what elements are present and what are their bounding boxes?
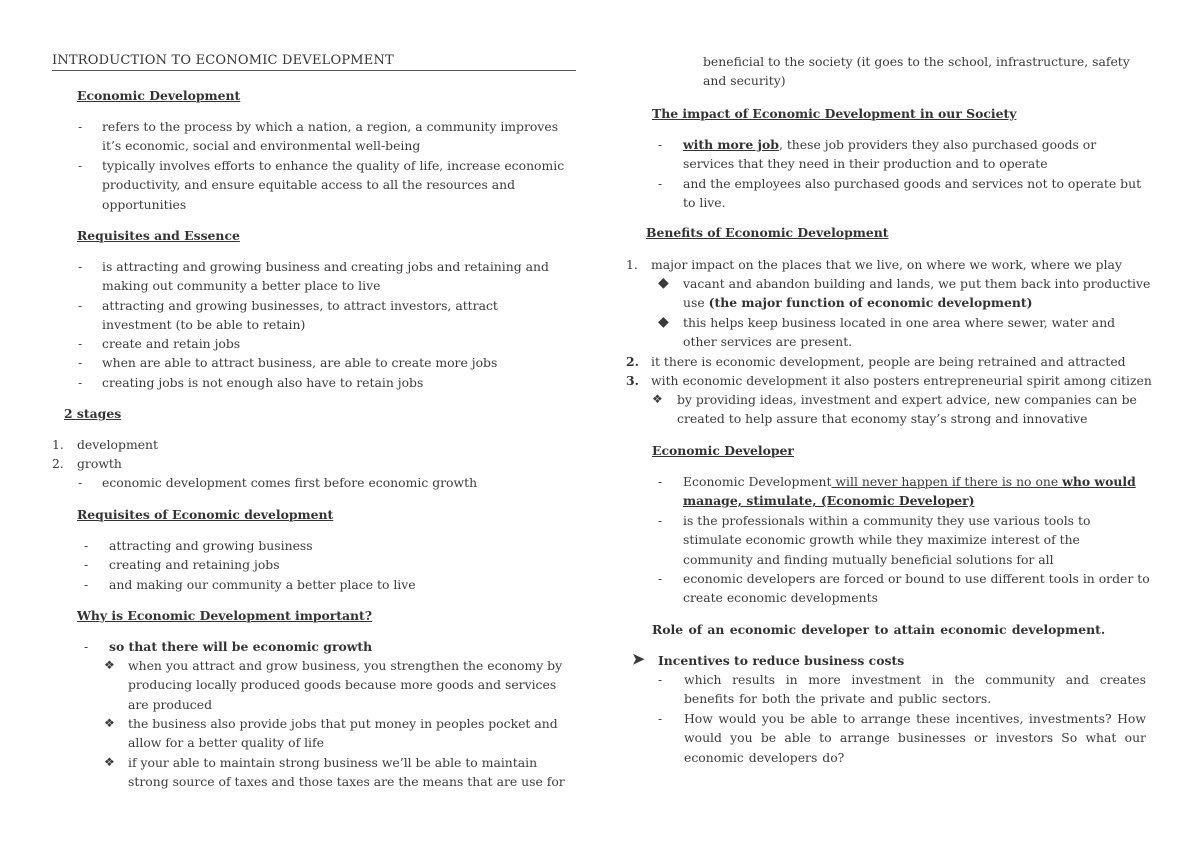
list-item: when are able to attract business, are able to create more jobs xyxy=(102,355,498,370)
dash-marker: - xyxy=(84,538,89,553)
list-item: attracting and growing businesses, to attract investors, attract investment (to be able to retain) xyxy=(102,298,498,333)
dash-marker: - xyxy=(78,336,83,351)
diamond-bullet-icon: ◆ xyxy=(658,314,669,330)
clover-bullet-icon: ❖ xyxy=(652,392,663,406)
list-item: and the employees also purchased goods and services not to operate but to live. xyxy=(683,176,1142,211)
list-item: refers to the process by which a nation, a region, a community improves it’s economic, social and environmental well-being xyxy=(102,119,559,154)
diamond-bullet-icon: ◆ xyxy=(658,275,669,291)
dash-marker: - xyxy=(78,298,83,313)
bold-phrase: with more job xyxy=(683,137,779,152)
title-underline xyxy=(52,70,576,71)
text-span: , these job providers they also purchased goods or services that they need in their production and to operate xyxy=(683,137,1097,172)
list-item: is the professionals within a community they use various tools to stimulate economic growth while they maximize interest of the community and finding mutually beneficial solutions for all xyxy=(683,513,1091,567)
dash-marker: - xyxy=(658,513,663,528)
list-item: it there is economic development, people are being retrained and attracted xyxy=(651,354,1126,369)
dash-marker: - xyxy=(658,571,663,586)
list-item: growth xyxy=(77,456,122,471)
dash-marker: - xyxy=(84,577,89,592)
list-item: economic developers are forced or bound to use different tools in order to create economic developments xyxy=(683,571,1150,606)
dash-marker: - xyxy=(78,355,83,370)
list-item: this helps keep business located in one area where sewer, water and other services are present. xyxy=(683,315,1116,350)
bold-phrase: who would xyxy=(1062,474,1136,489)
number-marker: 2. xyxy=(52,456,64,471)
list-item: typically involves efforts to enhance the quality of life, increase economic productivity, and ensure equitable access to all the resources and opportunities xyxy=(102,158,565,212)
heading-why-important: Why is Economic Development important? xyxy=(77,608,373,623)
text-span: vacant and abandon building and lands, we put them back into productive use xyxy=(683,276,1151,311)
clover-bullet-icon: ❖ xyxy=(104,716,115,730)
list-item xyxy=(683,472,1136,491)
heading-impact: The impact of Economic Development in our Society xyxy=(652,106,1017,121)
number-marker: 2. xyxy=(626,354,639,369)
heading-economic-development: Economic Development xyxy=(77,88,241,103)
list-item: economic development comes first before economic growth xyxy=(102,475,478,490)
list-item: which results in more investment in the community and creates benefits for both the private and public sectors. xyxy=(684,672,1146,707)
list-item: by providing ideas, investment and expert advice, new companies can be created to help assure that economy stay’s strong and innovative xyxy=(677,392,1137,427)
list-item xyxy=(683,274,1151,313)
dash-marker: - xyxy=(658,711,663,726)
list-item: creating jobs is not enough also have to retain jobs xyxy=(102,375,424,390)
text-span: Economic Development xyxy=(683,474,832,489)
heading-requisites-economic-development: Requisites of Economic development xyxy=(77,507,334,522)
role-statement: Role of an economic developer to attain economic development. xyxy=(652,622,1106,637)
list-item-bold: so that there will be economic growth xyxy=(109,639,373,654)
dash-marker: - xyxy=(658,137,663,152)
incentives-heading: Incentives to reduce business costs xyxy=(658,653,905,668)
page-title: INTRODUCTION TO ECONOMIC DEVELOPMENT xyxy=(52,53,394,68)
clover-bullet-icon: ❖ xyxy=(104,658,115,672)
list-item: when you attract and grow business, you strengthen the economy by producing locally produced goods because more goods and services are produced xyxy=(128,658,563,712)
continued-text: beneficial to the society (it goes to the school, infrastructure, safety and security) xyxy=(703,54,1130,89)
list-item: if your able to maintain strong business we’ll be able to maintain strong source of taxes and those taxes are the means that are use for xyxy=(128,755,565,790)
dash-marker: - xyxy=(78,375,83,390)
dash-marker: - xyxy=(78,259,83,274)
bold-phrase: (the major function of economic development) xyxy=(708,295,1033,311)
dash-marker: - xyxy=(78,475,83,490)
arrow-bullet-icon: ➤ xyxy=(632,650,645,668)
heading-benefits: Benefits of Economic Development xyxy=(646,225,889,240)
bold-phrase: manage, stimulate, (Economic Developer) xyxy=(683,493,975,508)
dash-marker: - xyxy=(78,158,83,173)
dash-marker: - xyxy=(84,639,89,654)
number-marker: 3. xyxy=(626,373,639,388)
list-item: How would you be able to arrange these incentives, investments? How would you be able to arrange businesses or investors So what our economic developers do? xyxy=(684,711,1146,765)
list-item: development xyxy=(77,437,158,452)
heading-two-stages: 2 stages xyxy=(64,406,122,421)
dash-marker: - xyxy=(658,672,663,687)
heading-requisites-essence: Requisites and Essence xyxy=(77,228,240,243)
clover-bullet-icon: ❖ xyxy=(104,755,115,769)
list-item: create and retain jobs xyxy=(102,336,241,351)
dash-marker: - xyxy=(84,557,89,572)
list-item: and making our community a better place to live xyxy=(109,577,416,592)
list-item: with economic development it also posters entrepreneurial spirit among citizen xyxy=(651,373,1152,388)
text-span: will never happen if there is no one xyxy=(831,474,1063,489)
list-item: is attracting and growing business and creating jobs and retaining and making out community a better place to live xyxy=(102,259,549,294)
list-item: the business also provide jobs that put money in peoples pocket and allow for a better quality of life xyxy=(128,716,558,751)
heading-economic-developer: Economic Developer xyxy=(652,443,794,458)
dash-marker: - xyxy=(658,474,663,489)
dash-marker: - xyxy=(78,119,83,134)
list-item: attracting and growing business xyxy=(109,538,313,553)
number-marker: 1. xyxy=(52,437,64,452)
number-marker: 1. xyxy=(626,257,638,272)
list-item xyxy=(683,135,1151,174)
dash-marker: - xyxy=(658,176,663,191)
list-item: creating and retaining jobs xyxy=(109,557,280,572)
list-item: major impact on the places that we live, on where we work, where we play xyxy=(651,257,1122,272)
